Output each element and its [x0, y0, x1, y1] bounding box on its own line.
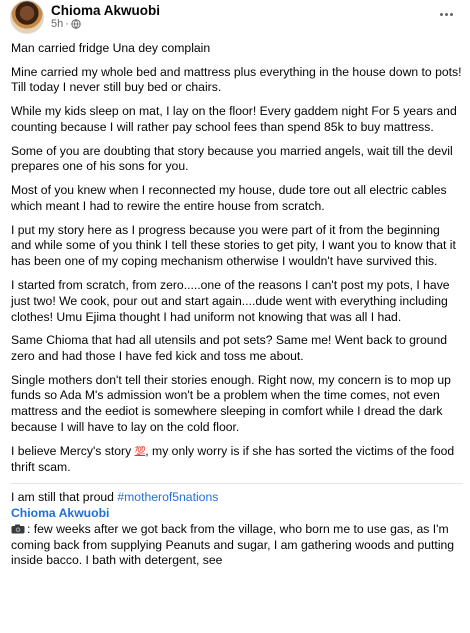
paragraph: Same Chioma that had all utensils and pot sets? Same me! Went back to ground zero and had those I have fed kick and toss me about.: [11, 333, 448, 363]
shared-author-name[interactable]: Chioma Akwuobi: [11, 506, 110, 521]
paragraph: Mine carried my whole bed and mattress plus everything in the house down to pots! Till today I never still buy bed or chairs.: [11, 64, 462, 95]
mercy-paragraph: I believe Mercy's story 💯, my only worry is if she has sorted the victims of the food thrift scam.: [11, 443, 455, 474]
hashtag-link[interactable]: #motherof5nations: [117, 490, 219, 505]
post-time[interactable]: 5h: [51, 18, 64, 30]
post-meta: [51, 18, 81, 30]
shared-post-text: : few weeks after we got back from the village, who born me to use gas, as I'm coming back from supplying Peanuts and sugar, I am gathering woods and putting inside bacco. I bath with detergent, see: [11, 521, 455, 568]
camera-icon: [11, 524, 25, 534]
paragraph: I put my story here as I progress because you were part of it from the beginning and while some of you think I tell these stories to get pity, I want you to know that it has been one of my coping mechanism otherwise I wouldn't have survived this.: [11, 222, 456, 269]
paragraph: I started from scratch, from zero.....one of the reasons I can't post my pots, I have just two! We cook, pour out and start again....dude went with everything including clothes! Umu Ejima thought I had uniform not knowing that was all I had.: [11, 277, 450, 324]
meta-separator: ·: [65, 18, 69, 30]
divider: [11, 483, 463, 484]
post-header: [10, 0, 460, 34]
paragraph: Some of you are doubting that story because you married angels, wait till the devil prepares one of his sons for you.: [11, 143, 453, 174]
proud-line: I am still that proud #motherof5nations: [11, 490, 219, 505]
paragraph: While my kids sleep on mat, I lay on the floor! Every gaddem night For 5 years and counting because I will rather pay school fees than spend 85k to buy mattress.: [11, 104, 457, 134]
hundred-points-emoji: 💯: [134, 445, 146, 456]
paragraph: Single mothers don't tell their stories enough. Right now, my concern is to mop up funds so Ada M's admission won't be a problem when the time comes, not even mattress and the eediot is somewhere sleeping in comfort while I dread the dark because I will have to lay on the cold floor.: [11, 372, 451, 435]
post-body: [11, 41, 463, 569]
globe-icon[interactable]: [71, 19, 81, 29]
author-avatar[interactable]: [10, 0, 44, 34]
paragraph: Most of you knew when I reconnected my house, dude tore out all electric cables which meant I had to rewire the entire house from scratch.: [11, 183, 447, 213]
paragraph: Man carried fridge Una dey complain: [11, 41, 211, 55]
more-options-icon[interactable]: [434, 5, 458, 23]
author-name[interactable]: Chioma Akwuobi: [51, 3, 161, 18]
